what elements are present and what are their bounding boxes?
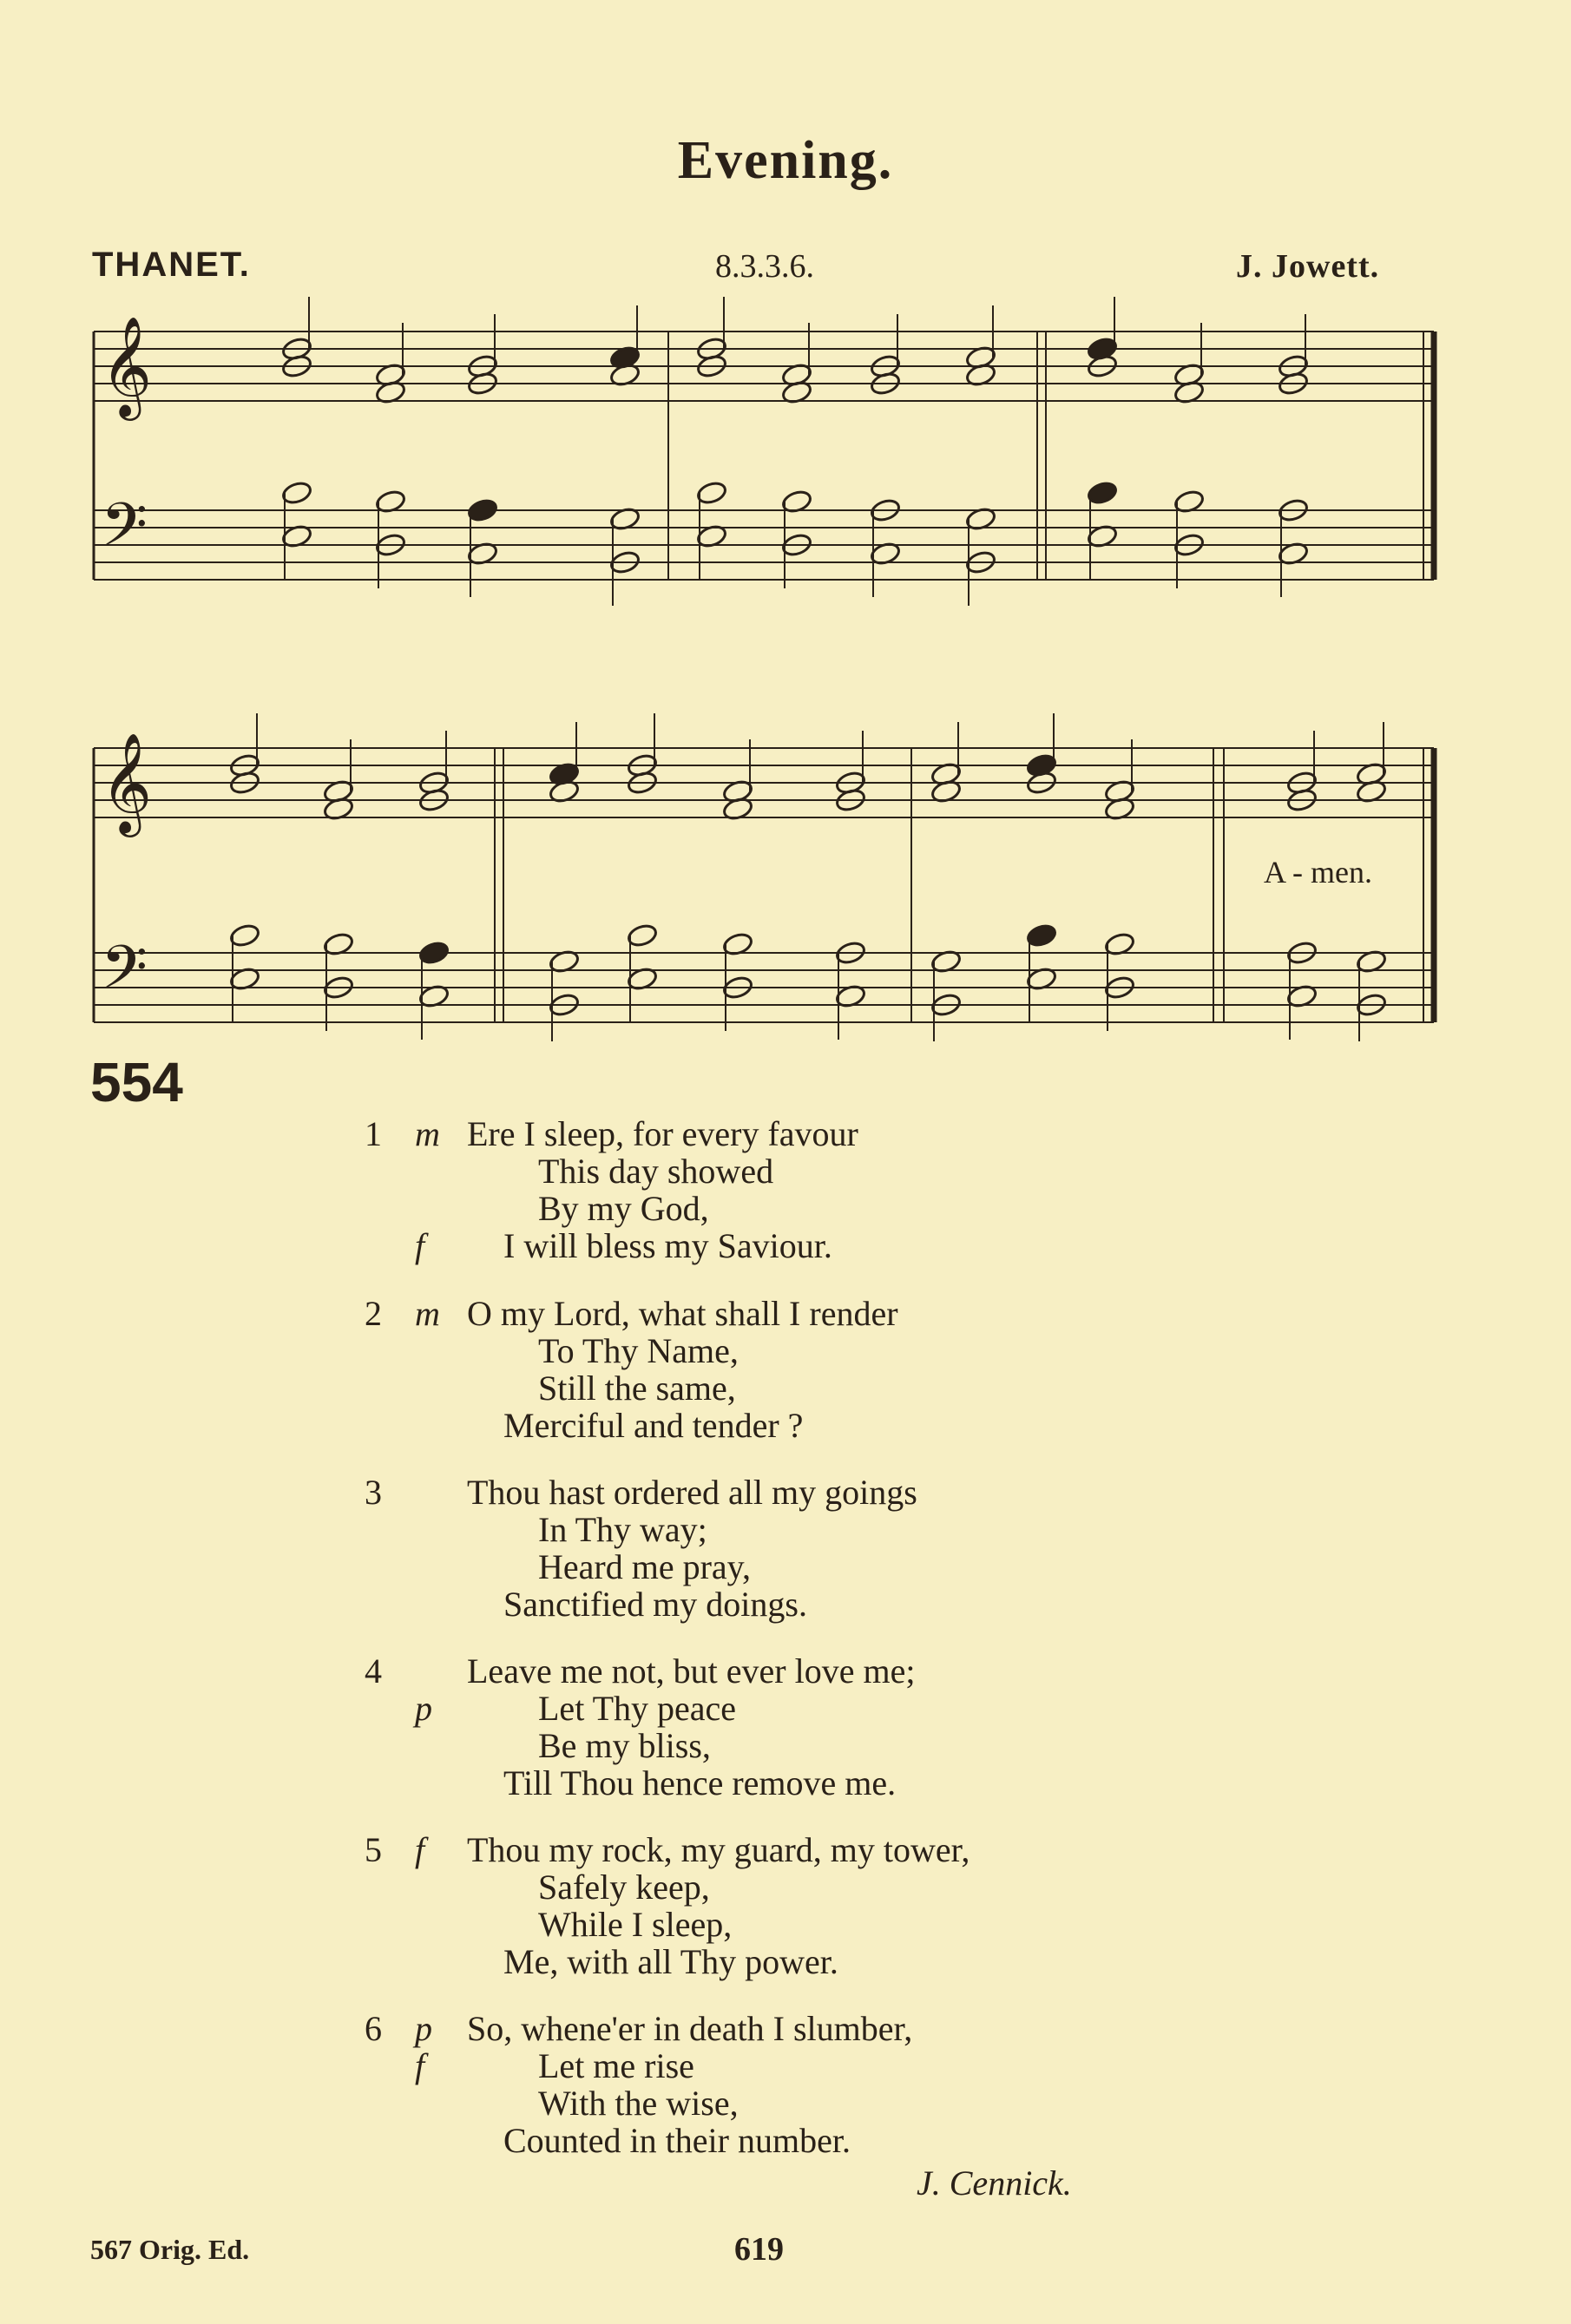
- verse-line: By my God,: [538, 1189, 709, 1228]
- verse-line: While I sleep,: [538, 1905, 733, 1944]
- verse-line: In Thy way;: [538, 1510, 707, 1549]
- tune-name: THANET.: [92, 246, 251, 284]
- dynamic-mark: f: [415, 1830, 425, 1869]
- verse-line: Me, with all Thy power.: [503, 1942, 838, 1981]
- verse-number: 1: [365, 1114, 382, 1153]
- dynamic-mark: m: [415, 1294, 440, 1333]
- note-head: [281, 480, 313, 506]
- verse-line: Be my bliss,: [538, 1726, 711, 1765]
- amen-label: A - men.: [1264, 855, 1372, 890]
- verse-line: This day showed: [538, 1152, 774, 1191]
- verse-line: Sanctified my doings.: [503, 1585, 807, 1624]
- verse-line: With the wise,: [538, 2084, 739, 2123]
- note-head: [1026, 922, 1058, 949]
- note-head: [229, 922, 261, 949]
- treble-clef-icon: 𝄞: [101, 315, 153, 417]
- note-head: [418, 940, 450, 966]
- verse-line: Let Thy peace: [538, 1689, 737, 1728]
- verse-number: 2: [365, 1294, 382, 1333]
- bass-clef-icon: 𝄢: [101, 489, 148, 574]
- verse-number: 5: [365, 1830, 382, 1869]
- tune-composer: J. Jowett.: [1236, 248, 1380, 285]
- note-head: [467, 497, 499, 523]
- verse-number: 4: [365, 1651, 382, 1690]
- dynamic-mark: p: [415, 1689, 432, 1728]
- verse-line: O my Lord, what shall I render: [467, 1294, 898, 1333]
- verse-number: 3: [365, 1473, 382, 1512]
- dynamic-mark: p: [415, 2009, 432, 2048]
- verse-line: Merciful and tender ?: [503, 1406, 804, 1445]
- dynamic-mark: m: [415, 1114, 440, 1153]
- verse-line: To Thy Name,: [538, 1331, 739, 1370]
- verse-line: Thou my rock, my guard, my tower,: [467, 1830, 970, 1869]
- note-head: [627, 922, 659, 949]
- hymn-number: 554: [90, 1051, 183, 1113]
- verse-line: Still the same,: [538, 1369, 736, 1408]
- section-title: Evening.: [677, 131, 894, 190]
- verse-line: Safely keep,: [538, 1868, 710, 1907]
- tune-meter: 8.3.3.6.: [715, 248, 814, 285]
- verse-line: Let me rise: [538, 2046, 694, 2085]
- verse-line: Thou hast ordered all my goings: [467, 1473, 917, 1512]
- verse-number: 6: [365, 2009, 382, 2048]
- verse-line: Till Thou hence remove me.: [503, 1763, 897, 1802]
- note-head: [1087, 480, 1119, 506]
- author: J. Cennick.: [917, 2163, 1072, 2203]
- verse-line: Leave me not, but ever love me;: [467, 1651, 916, 1690]
- dynamic-mark: f: [415, 1226, 425, 1265]
- dynamic-mark: f: [415, 2046, 425, 2085]
- verse-line: I will bless my Saviour.: [503, 1226, 832, 1265]
- bass-clef-icon: 𝄢: [101, 932, 148, 1017]
- note-head: [696, 480, 728, 506]
- page-number: 619: [734, 2231, 784, 2268]
- verse-line: Counted in their number.: [503, 2121, 851, 2160]
- treble-clef-icon: 𝄞: [101, 732, 153, 833]
- verse-line: So, whene'er in death I slumber,: [467, 2009, 913, 2048]
- original-edition-number: 567 Orig. Ed.: [90, 2234, 250, 2265]
- verse-line: Heard me pray,: [538, 1547, 752, 1586]
- verse-line: Ere I sleep, for every favour: [467, 1114, 858, 1153]
